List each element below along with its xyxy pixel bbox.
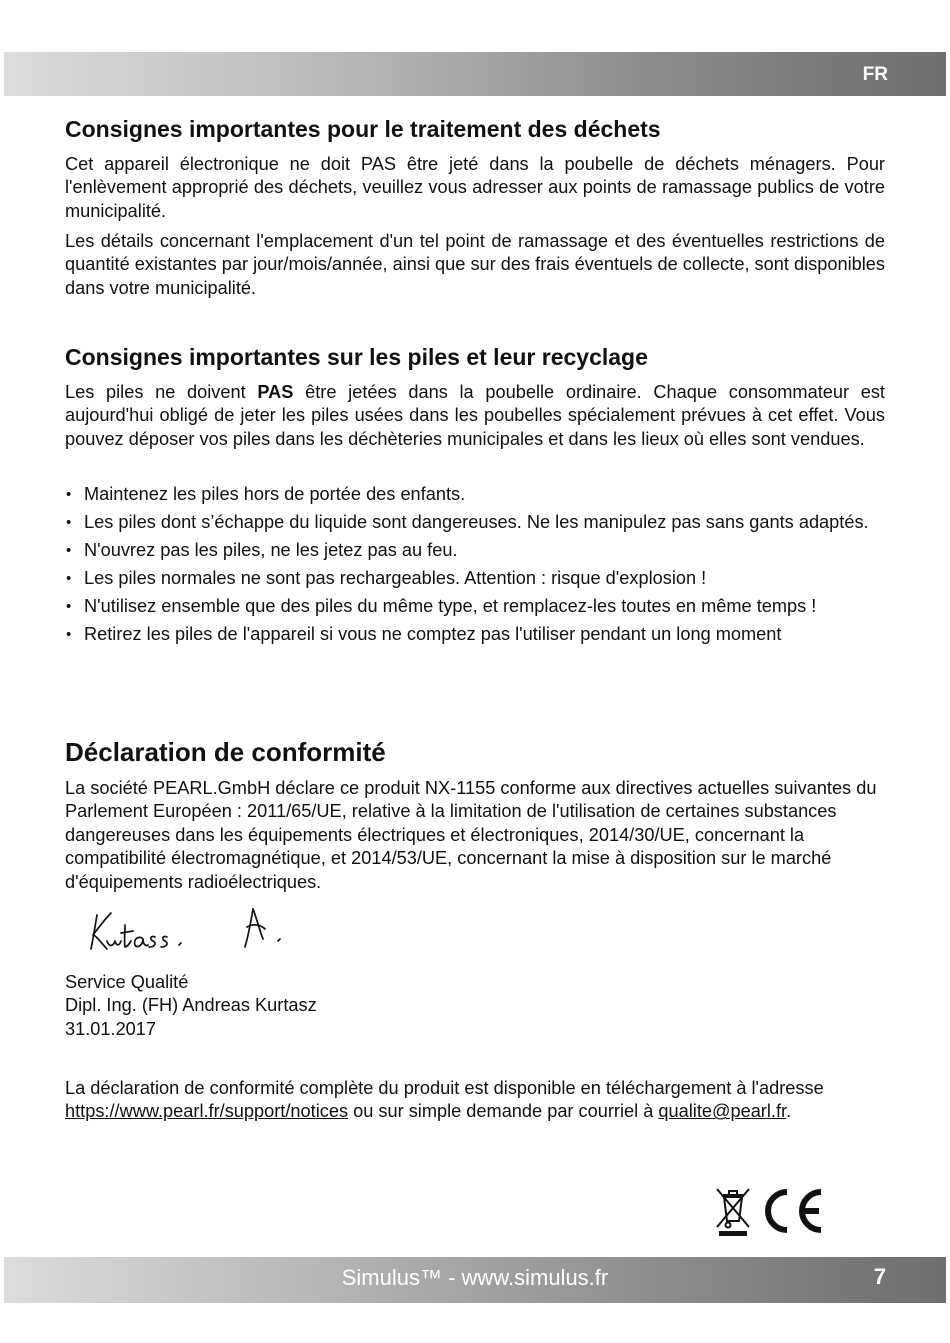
list-item	[65, 539, 885, 562]
email-link[interactable]: qualite@pearl.fr	[658, 1101, 787, 1122]
notices-link[interactable]: https://www.pearl.fr/support/notices	[65, 1101, 349, 1122]
list-item	[65, 511, 885, 534]
conformity-paragraph: La société PEARL.GmbH déclare ce produit NX-1155 conforme aux directives actuelles suivantes du Parlement Européen : 2011/65/UE, relative à la limitation de l'utilisation de certaines substances dangereuses dans les équipements électriques et électroniques, 2014/30/UE, concernant la compatibilité électromagnétique, et 2014/53/UE, concernant la mise à disposition sur le marché d'équipements radioélectriques.	[65, 778, 877, 892]
closing-text: La déclaration de conformité complète du produit est disponible en téléchargement à l'adresse	[65, 1078, 824, 1098]
list-item	[65, 567, 885, 590]
section-title-conformity: Déclaration de conformité	[65, 737, 386, 767]
list-item	[65, 623, 885, 646]
bullet: •	[66, 541, 72, 559]
list-item	[65, 595, 885, 618]
page-number: 7	[873, 1264, 886, 1289]
signatory-department: Service Qualité	[65, 972, 189, 992]
batteries-intro	[65, 381, 885, 451]
list-item-text: N'utilisez ensemble que des piles du même type, et remplacez-les toutes en même temps !	[84, 595, 817, 616]
bullet: •	[66, 513, 72, 531]
signature-image	[85, 903, 305, 955]
language-label: FR	[862, 64, 888, 85]
footer-brand: Simulus™ - www.simulus.fr	[341, 1265, 609, 1290]
intro-bold: PAS	[257, 382, 294, 402]
closing-period: .	[786, 1101, 792, 1122]
bullet: •	[66, 569, 72, 587]
section-title-waste: Consignes importantes pour le traitement des déchets	[65, 116, 661, 142]
list-item-text: Retirez les piles de l'appareil si vous ne comptez pas l'utiliser pendant un long moment	[84, 623, 782, 644]
header-bar	[4, 52, 946, 96]
battery-safety-list	[65, 483, 885, 650]
waste-paragraph-1: Cet appareil électronique ne doit PAS être jeté dans la poubelle de déchets ménagers. Pour l'enlèvement approprié des déchets, veuillez vous adresser aux points de ramassage publics de votre municipalité.	[65, 154, 885, 221]
intro-text: Les piles ne doivent	[65, 382, 258, 402]
bullet: •	[66, 625, 72, 643]
conformity-closing	[65, 1077, 885, 1124]
bullet: •	[66, 597, 72, 615]
signatory-name: Dipl. Ing. (FH) Andreas Kurtasz	[65, 995, 317, 1016]
waste-paragraph-2: Les détails concernant l'emplacement d'un tel point de ramassage et des éventuelles restrictions de quantité existantes par jour/mois/année, ainsi que sur des frais éventuels de collecte, sont disponibles dans votre municipalité.	[65, 231, 885, 298]
signatory-date: 31.01.2017	[65, 1018, 157, 1039]
list-item-text: Les piles dont s’échappe du liquide sont dangereuses. Ne les manipulez pas sans gants adaptés.	[84, 511, 869, 532]
bullet: •	[66, 486, 72, 503]
intro-text-rest: être jetées dans la poubelle ordinaire. Chaque consommateur est aujourd'hui obligé de jeter les piles usées dans les poubelles spécialement prévues à cet effet. Vous pouvez déposer vos piles dans les déchèteries municipales et dans les lieux où elles sont vendues.	[65, 382, 885, 449]
signatory-block	[65, 971, 317, 1041]
list-item-text: Maintenez les piles hors de portée des enfants.	[84, 484, 466, 504]
list-item-text: Les piles normales ne sont pas rechargeables. Attention : risque d'explosion !	[84, 567, 707, 588]
list-item	[65, 483, 885, 506]
crossed-bin-icon	[713, 1185, 753, 1237]
section-title-batteries: Consignes importantes sur les piles et leur recyclage	[65, 344, 648, 370]
list-item-text: N'ouvrez pas les piles, ne les jetez pas au feu.	[84, 539, 458, 560]
closing-text-middle: ou sur simple demande par courriel à	[348, 1101, 659, 1122]
ce-mark-icon	[761, 1186, 827, 1236]
